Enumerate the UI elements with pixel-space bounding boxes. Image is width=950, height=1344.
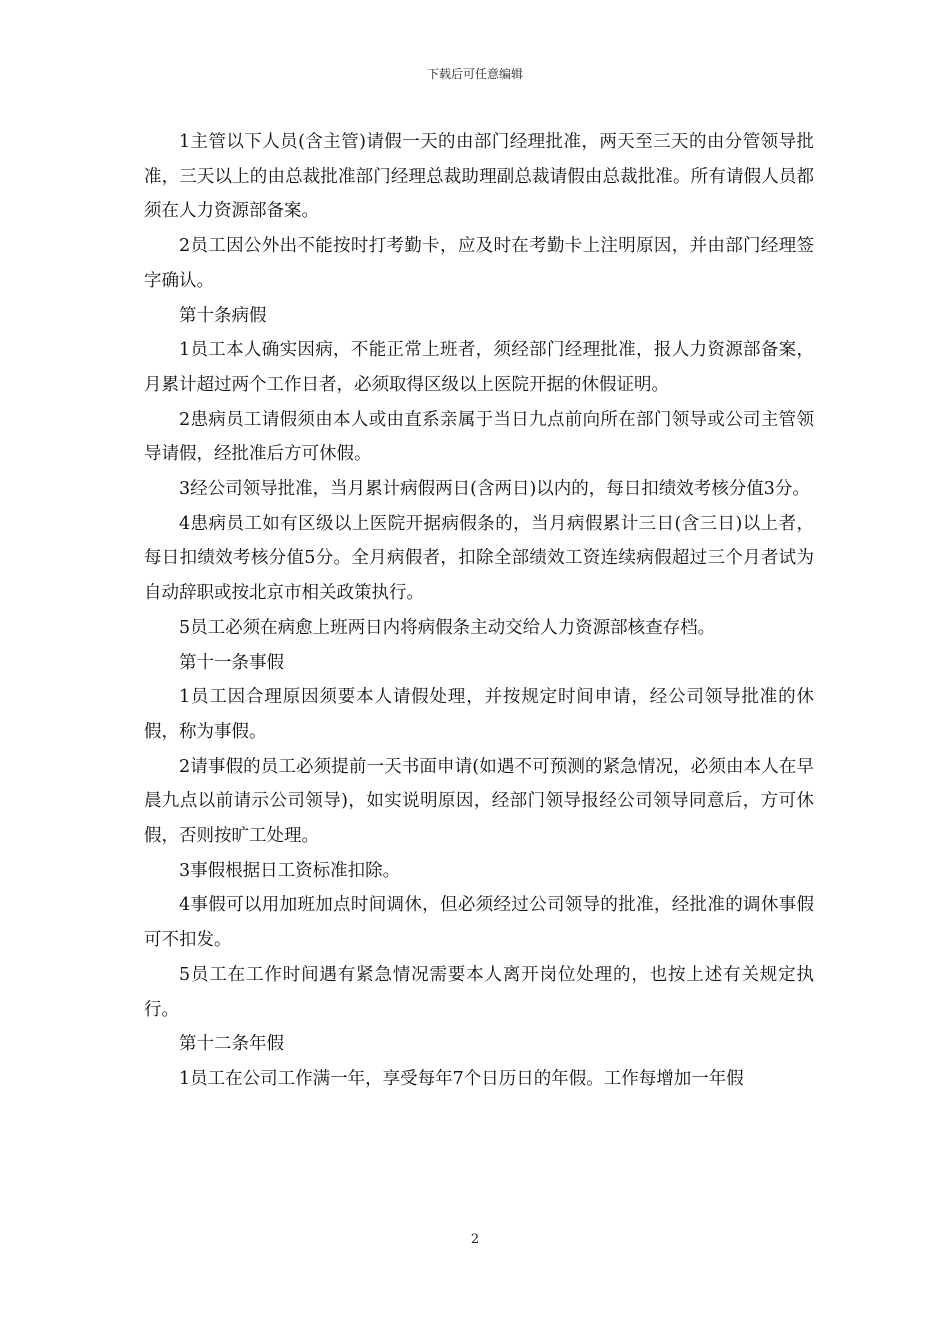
paragraph: 1主管以下人员(含主管)请假一天的由部门经理批准，两天至三天的由分管领导批准，三天以上的由总裁批准部门经理总裁助理副总裁请假由总裁批准。所有请假人员都须在人力资源部备案。: [144, 132, 814, 222]
page-number: 2: [470, 1232, 480, 1247]
paragraph: 3事假根据日工资标准扣除。: [179, 860, 401, 881]
paragraph: 5员工必须在病愈上班两日内将病假条主动交给人力资源部核查存档。: [179, 617, 716, 638]
section-heading: 第十一条事假: [179, 652, 284, 673]
paragraph: 4事假可以用加班加点时间调休，但必须经过公司领导的批准，经批准的调休事假可不扣发。: [144, 895, 814, 951]
paragraph: 1员工因合理原因须要本人请假处理，并按规定时间申请，经公司领导批准的休假，称为事假。: [144, 687, 814, 742]
paragraph: 3经公司领导批准，当月累计病假两日(含两日)以内的，每日扣绩效考核分值3分。: [179, 479, 810, 500]
paragraph: 2员工因公外出不能按时打考勤卡，应及时在考勤卡上注明原因，并由部门经理签字确认。: [144, 236, 814, 291]
document-body: [144, 125, 814, 1097]
paragraph: 2请事假的员工必须提前一天书面申请(如遇不可预测的紧急情况，必须由本人在早晨九点以前请示公司领导)，如实说明原因，经部门领导报经公司领导同意后，方可休假，否则按旷工处理。: [144, 756, 814, 847]
paragraph: 2患病员工请假须由本人或由直系亲属于当日九点前向所在部门领导或公司主管领导请假，经批准后方可休假。: [144, 409, 814, 465]
paragraph: 5员工在工作时间遇有紧急情况需要本人离开岗位处理的，也按上述有关规定执行。: [144, 964, 814, 1020]
page-header: 下载后可任意编辑: [426, 67, 523, 81]
paragraph: 1员工在公司工作满一年，享受每年7个日历日的年假。工作每增加一年假: [179, 1068, 744, 1089]
paragraph: 4患病员工如有区级以上医院开据病假条的，当月病假累计三日(含三日)以上者，每日扣绩效考核分值5分。全月病假者，扣除全部绩效工资连续病假超过三个月者试为自动辞职或按北京市相关政策执行。: [144, 513, 814, 604]
section-heading: 第十二条年假: [179, 1034, 284, 1055]
section-heading: 第十条病假: [179, 305, 267, 326]
paragraph: 1员工本人确实因病，不能正常上班者，须经部门经理批准，报人力资源部备案，月累计超过两个工作日者，必须取得区级以上医院开据的休假证明。: [144, 340, 814, 395]
